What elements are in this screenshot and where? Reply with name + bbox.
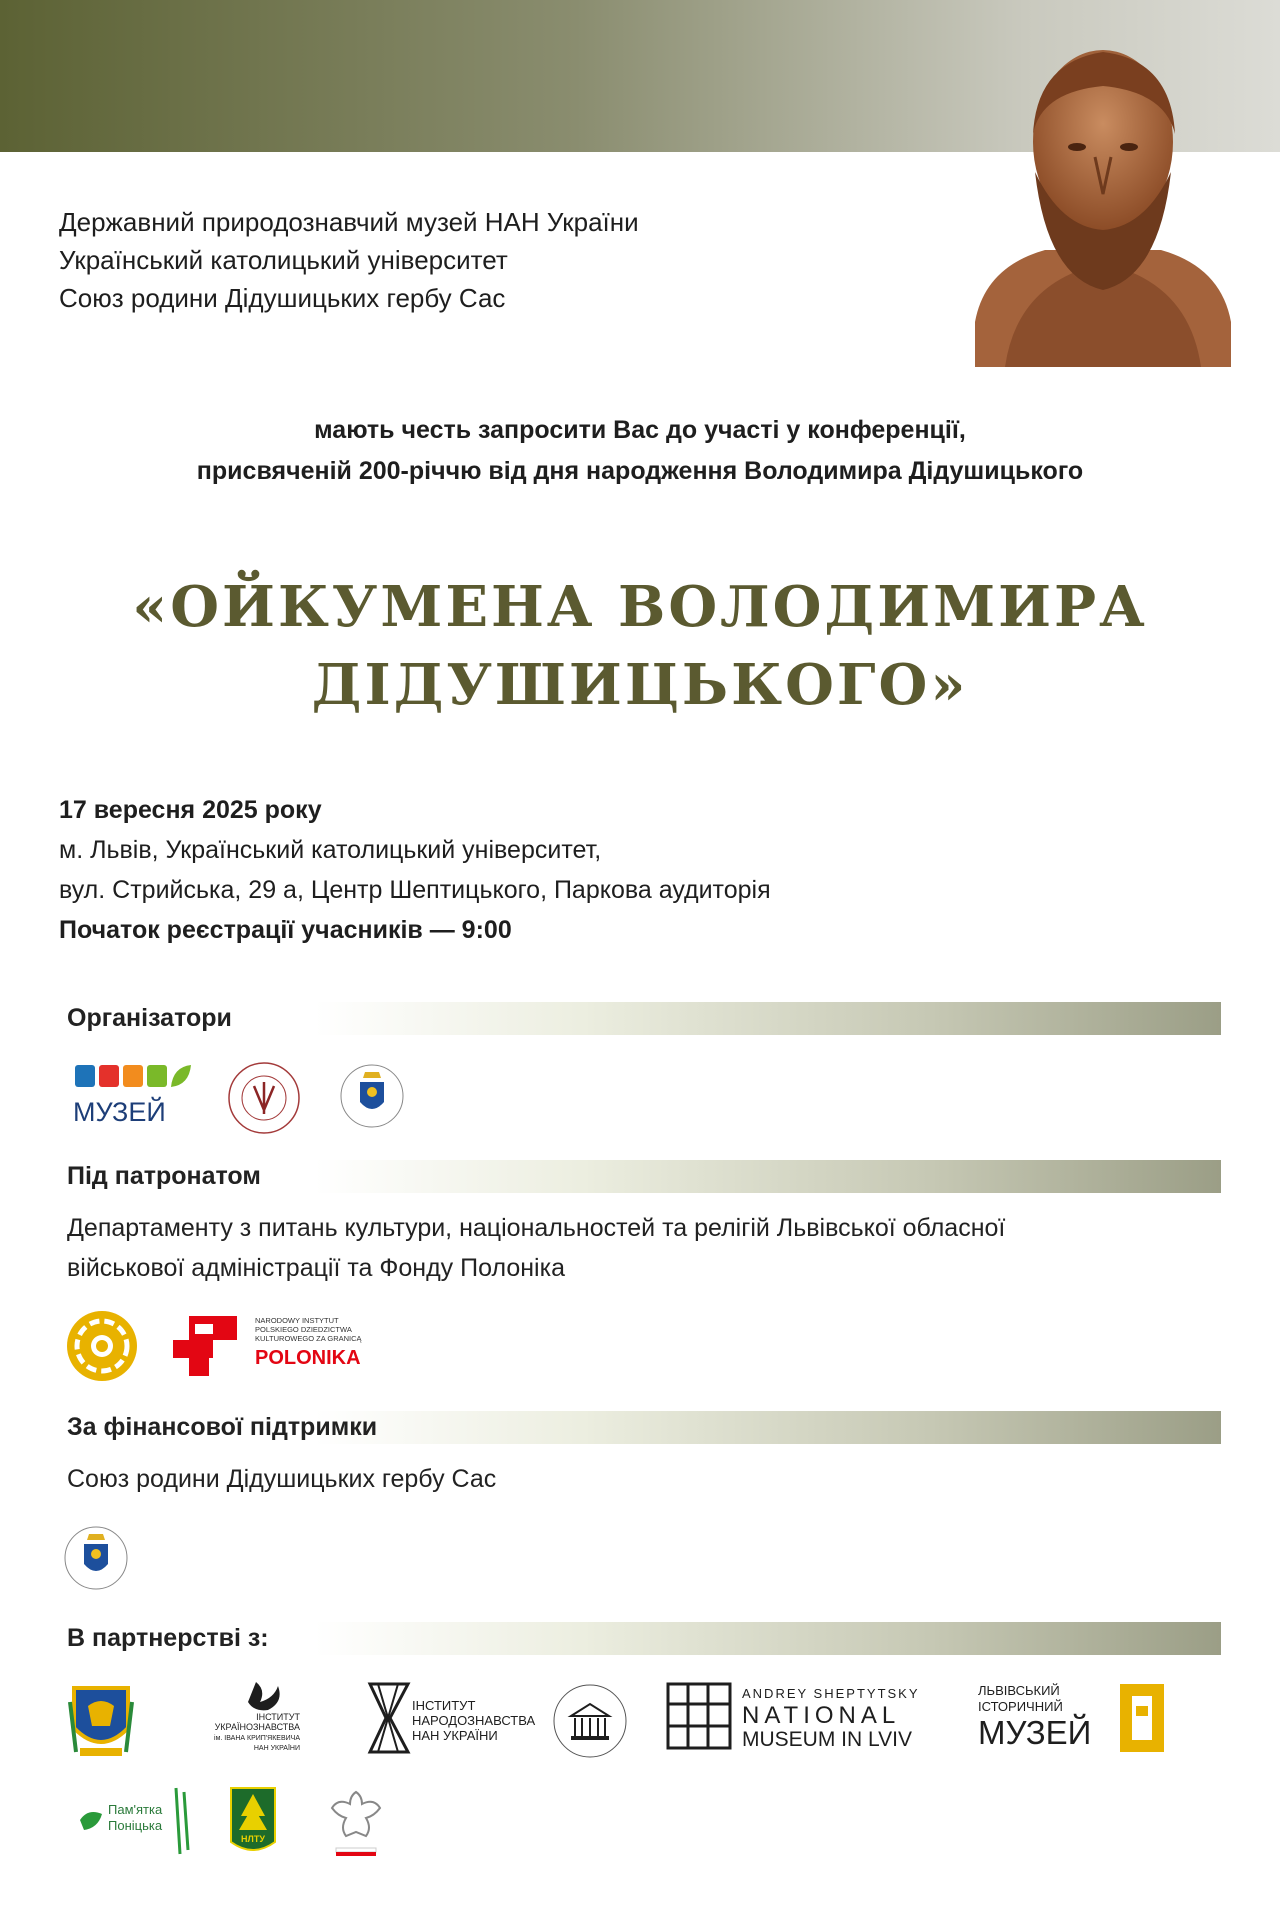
museum-logo [73,1063,193,1125]
organizer-line: Союз родини Дідушицьких гербу Сас [59,283,506,313]
section-bar-organizers [59,1002,1221,1035]
logo-text-line: НАН УКРАЇНИ [253,1745,300,1752]
invitation-line: присвяченій 200-річчю від дня народження Володимира Дідушицького [196,457,1084,485]
museum-logo-text: МУЗЕЙ [73,1097,166,1127]
logo-text-line: ІСТОРИЧНИЙ [978,1699,1063,1714]
funding-text: Союз родини Дідушицьких гербу Сас [67,1465,497,1493]
conference-title [0,568,1280,724]
section-label: В партнерстві з: [67,1624,269,1652]
logo-text-line: NATIONAL [742,1702,901,1729]
invitation-text [0,410,1280,492]
logo-text-line: ім. ІВАНА КРИП'ЯКЕВИЧА [214,1735,300,1742]
patronage-line: військової адміністрації та Фонду Полоніка [67,1254,565,1282]
section-bar-partners [59,1622,1221,1655]
registration-time: Початок реєстрації учасників — 9:00 [59,916,512,944]
polish-eagle-logo [328,1786,384,1860]
logo-text-line: НАРОДОЗНАВСТВА [412,1713,536,1728]
logo-text-line: ANDREY SHEPTYTSKY [742,1686,920,1701]
logo-text-line: ІНСТИТУТ [256,1712,300,1722]
section-bar-funding [59,1411,1221,1444]
logo-text-line: УКРАЇНОЗНАВСТВА [214,1722,300,1732]
section-bar-patronage [59,1160,1221,1193]
patronage-text [67,1208,1005,1288]
event-details [59,790,771,950]
title-line: «ОЙКУМЕНА ВОЛОДИМИРА [132,574,1148,640]
lviv-region-coat-of-arms [66,1682,136,1760]
didushytsky-family-logo [339,1060,405,1132]
event-address: вул. Стрийська, 29 а, Центр Шептицького, Паркова аудиторія [59,876,771,904]
gold-museum-logo [1118,1682,1168,1754]
invitation-line: мають честь запросити Вас до участі у конференції, [314,416,966,444]
pamyatka-logo [76,1784,196,1860]
logo-text-line: ЛЬВІВСЬКИЙ [978,1683,1060,1698]
stefanyk-library-logo [551,1682,629,1760]
logo-text-line: НЛТУ [241,1834,265,1844]
ukrainian-studies-institute-logo [188,1680,306,1756]
logo-text-line: ІНСТИТУТ [412,1698,476,1713]
section-label: Організатори [67,1004,232,1032]
polonika-wordmark: POLONIKA [255,1347,361,1369]
ethnology-institute-logo [368,1682,536,1754]
patronage-line: Департаменту з питань культури, національностей та релігій Львівської обласної [67,1214,1006,1242]
lviv-historical-museum-logo [976,1680,1092,1752]
polonika-subtitle-line: KULTUROWEGO ZA GRANICĄ [255,1334,362,1343]
polonika-subtitle-line: NARODOWY INSTYTUT [255,1316,339,1325]
section-label: За фінансової підтримки [67,1413,378,1441]
portrait-illustration [975,22,1231,367]
culture-department-logo [66,1310,138,1382]
ucu-logo [226,1060,302,1136]
logo-text-line: МУЗЕЙ [978,1714,1092,1751]
title-line: ДІДУШИЦЬКОГО» [311,652,969,718]
polonika-logo [173,1312,393,1378]
event-date: 17 вересня 2025 року [59,796,322,824]
logo-text-line: НАН УКРАЇНИ [412,1728,498,1743]
organizer-line: Український католицький університет [59,245,508,275]
section-label: Під патронатом [67,1162,261,1190]
organizer-line: Державний природознавчий музей НАН України [59,207,639,237]
logo-text-line: Поніцька [108,1818,163,1833]
didushytsky-family-logo [63,1522,129,1594]
organizers-header [59,203,639,317]
logo-text-line: MUSEUM IN LVIV [742,1728,912,1751]
event-place: м. Львів, Український католицький університет, [59,836,602,864]
logo-text-line: Пам'ятка [108,1802,163,1817]
natu-logo [229,1786,277,1858]
sheptytsky-national-museum-logo [666,1680,942,1752]
polonika-subtitle-line: POLSKIEGO DZIEDZICTWA [255,1325,352,1334]
